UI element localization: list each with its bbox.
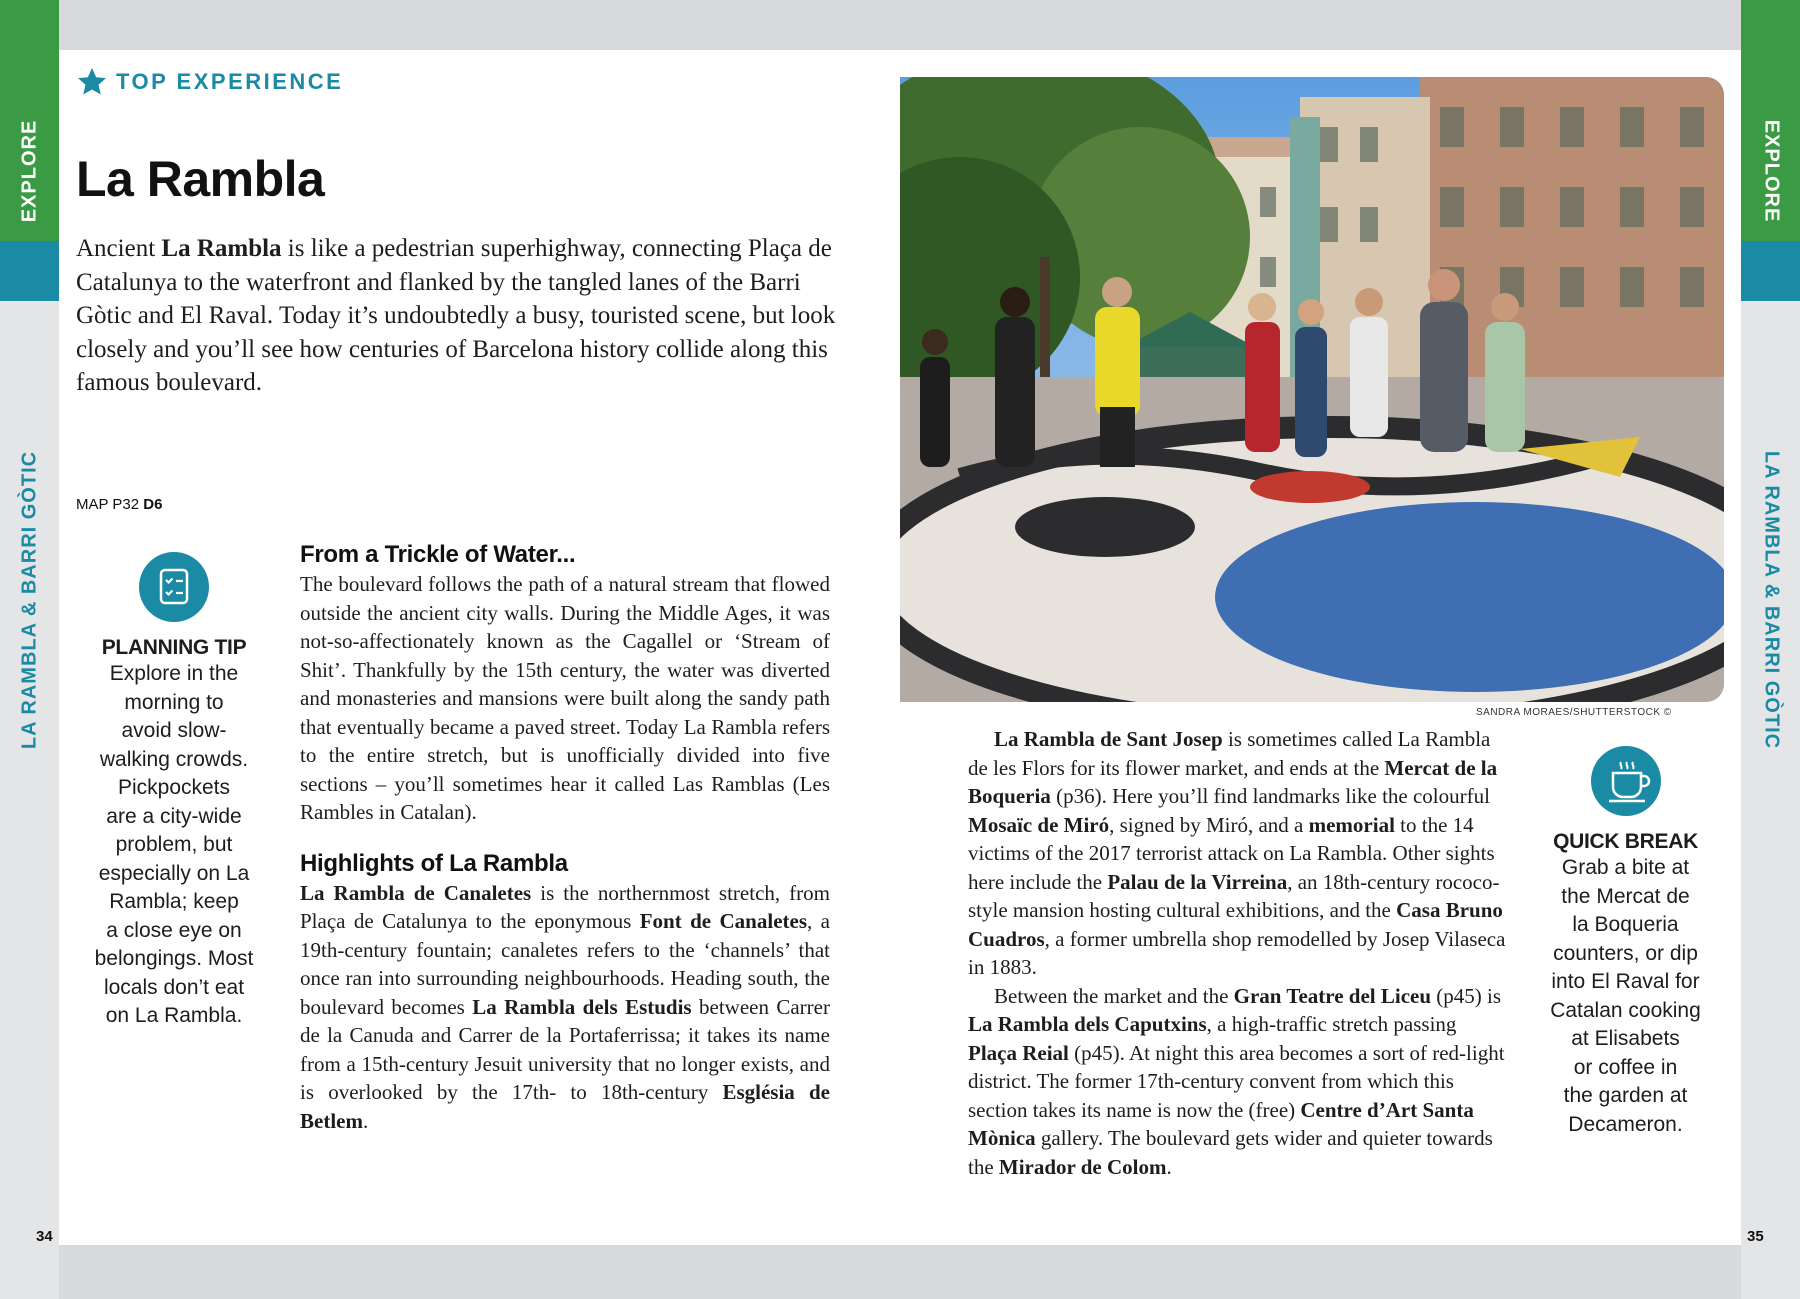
- text-line: walking crowds.: [99, 747, 249, 771]
- explore-tab-left[interactable]: [0, 0, 59, 241]
- text-line: Rambla; keep: [109, 890, 239, 913]
- text-line: Explore in the: [109, 662, 239, 685]
- text-line: counters, or dip: [1553, 941, 1698, 965]
- text-run: to the 14 victims of the 2017 terrorist attack on La Rambla. Other sights here include the: [968, 812, 1495, 894]
- bold-term: Centre d’Art Santa Mònica: [968, 1097, 1474, 1150]
- planning-tip-text: [89, 660, 259, 1031]
- text-line: problem, but: [115, 833, 233, 856]
- text-run: .: [1166, 1154, 1172, 1179]
- main-column-left: [300, 540, 830, 1135]
- text-line: Catalan cooking: [1550, 998, 1701, 1022]
- section-tab-right[interactable]: [1741, 301, 1800, 1299]
- main-column-right: [968, 725, 1508, 1181]
- bold-term: La Rambla dels Estudis: [472, 994, 692, 1019]
- bold-term: La Rambla de Canaletes: [300, 880, 532, 905]
- section-tab-left[interactable]: [0, 301, 59, 1299]
- bold-term: Mosaïc de Miró: [968, 812, 1110, 837]
- text-line: Decameron.: [1568, 1112, 1683, 1136]
- text-line: Grab a bite at: [1561, 856, 1690, 879]
- text-run: .: [362, 1108, 369, 1133]
- text-line: into El Raval for: [1551, 970, 1700, 993]
- bold-term: Palau de la Virreina: [1107, 869, 1288, 894]
- text-line: the Mercat de: [1561, 884, 1690, 908]
- paragraph-caputxins: [968, 982, 1508, 1182]
- text-line: on La Rambla.: [105, 1004, 243, 1027]
- map-ref-grid: D6: [143, 496, 163, 513]
- map-ref-label: MAP P32: [76, 496, 140, 513]
- text-line: a close eye on: [106, 918, 242, 942]
- text-run: , an 18th-century rococo-style mansion hosting cultural exhibitions, and the: [968, 869, 1500, 922]
- text-line: at Elisabets: [1571, 1027, 1680, 1050]
- text-line: morning to: [124, 690, 224, 714]
- top-experience-kicker: [76, 66, 343, 98]
- text-run: , a 19th-century fountain; canaletes refers to the ‘channels’ that once ran into surrounding neighbourhoods. Heading south, the boulevard becomes: [300, 909, 830, 1019]
- text-run: , signed by Miró, and a: [1109, 812, 1309, 837]
- text-line: Pickpockets: [117, 776, 231, 799]
- bold-term: Mercat de la Boqueria: [968, 755, 1498, 808]
- text-line: are a city-wide: [106, 804, 242, 828]
- text-run: (p45). At night this area becomes a sort of red-light district. The former 17th-century convent from which this section takes its name is now the (free): [968, 1040, 1505, 1122]
- bold-term: Església de Betlem: [300, 1080, 831, 1133]
- section-tab-label: LA RAMBLA & BARRI GÒTIC: [1760, 451, 1782, 750]
- bold-term: La Rambla de Sant Josep: [994, 727, 1223, 751]
- bold-term: Casa Bruno Cuadros: [968, 898, 1503, 951]
- page-number-right: 35: [1747, 1228, 1764, 1245]
- text-run: , a high-traffic stretch passing: [1206, 1012, 1457, 1036]
- bold-term: La Rambla: [161, 235, 282, 262]
- section-tab-label: LA RAMBLA & BARRI GÒTIC: [18, 451, 40, 750]
- section-heading-highlights: Highlights of La Rambla: [300, 849, 568, 877]
- photo-credit: SANDRA MORAES/SHUTTERSTOCK ©: [1476, 707, 1672, 718]
- text-run: (p45) is: [1431, 983, 1502, 1008]
- star-icon: [76, 66, 108, 98]
- checklist-icon: [139, 552, 209, 622]
- text-line: locals don’t eat: [103, 975, 245, 999]
- section-body-trickle: The boulevard follows the path of a natural stream that flowed outside the ancient city walls. During the Middle Ages, it was not-so-affectionately known as the Cagallel or ‘Stream of Shit’. Thankfully by the 15th century, the water was diverted and monasteries and mansions were built along the sandy path that eventually became a paved street. Today La Rambla refers to the entire stretch, but is unofficially divided into five sections – you’ll sometimes hear it called Las Ramblas (Les Rambles in Catalan).: [300, 572, 830, 824]
- map-reference[interactable]: [76, 496, 162, 513]
- bold-term: Plaça Reial: [968, 1040, 1069, 1065]
- kicker-label: TOP EXPERIENCE: [116, 69, 344, 94]
- bold-term: Mirador de Colom: [998, 1154, 1167, 1179]
- text-line: belongings. Most: [94, 947, 254, 970]
- section-heading-trickle: From a Trickle of Water...: [300, 541, 576, 568]
- coffee-cup-icon: [1591, 746, 1661, 816]
- text-run: between Carrer de la Canuda and Carrer de la Portaferrissa; it takes its name from a 15th-century Jesuit university that no longer exists, and is overlooked by the 17th- to 18th-century: [300, 994, 830, 1104]
- section-tab-marker-left: [0, 241, 59, 301]
- explore-tab-right[interactable]: [1741, 0, 1800, 241]
- page-title: La Rambla: [76, 151, 325, 207]
- text-run: is like a pedestrian superhighway, connecting Plaça de Catalunya to the waterfront and flanked by the tangled lanes of the Barri Gòtic and El Raval. Today it’s undoubtedly a busy, touristed scene, but look closely and you’ll see how centuries of Barcelona history collide along this famous boulevard.: [76, 235, 836, 396]
- text-line: avoid slow-: [121, 719, 227, 742]
- text-line: the garden at: [1563, 1084, 1688, 1107]
- text-run: , a former umbrella shop remodelled by Josep Vilaseca in 1883.: [968, 926, 1506, 979]
- bold-term: La Rambla dels Caputxins: [968, 1012, 1207, 1036]
- planning-tip-box: [89, 552, 259, 1031]
- bold-term: Gran Teatre del Liceu: [1233, 983, 1432, 1008]
- quick-break-heading: QUICK BREAK: [1553, 830, 1698, 853]
- paragraph-sant-josep: [968, 725, 1508, 982]
- explore-tab-label: EXPLORE: [1760, 119, 1782, 222]
- la-rambla-photo: [900, 77, 1724, 702]
- intro-paragraph: [76, 232, 836, 400]
- text-run: Ancient: [76, 235, 162, 262]
- text-line: la Boqueria: [1572, 913, 1679, 936]
- bold-term: Font de Canaletes: [639, 909, 808, 933]
- text-run: (p36). Here you’ll find landmarks like the colourful: [1050, 784, 1490, 808]
- text-line: or coffee in: [1573, 1055, 1678, 1079]
- explore-tab-label: EXPLORE: [18, 119, 40, 222]
- text-run: Between the market and the: [994, 983, 1234, 1008]
- bold-term: memorial: [1308, 812, 1395, 837]
- text-run: is sometimes called La Rambla de les Flors for its flower market, and ends at the: [968, 727, 1491, 780]
- quick-break-text: [1543, 854, 1708, 1139]
- text-line: especially on La: [98, 861, 250, 885]
- text-run: gallery. The boulevard gets wider and quieter towards the: [968, 1126, 1493, 1179]
- quick-break-box: [1543, 746, 1708, 1139]
- text-run: is the northernmost stretch, from Plaça de Catalunya to the eponymous: [300, 880, 830, 933]
- page-number-left: 34: [36, 1228, 53, 1245]
- planning-tip-heading: PLANNING TIP: [101, 636, 247, 659]
- section-tab-marker-right: [1741, 241, 1800, 301]
- section-body-highlights: [300, 879, 830, 1136]
